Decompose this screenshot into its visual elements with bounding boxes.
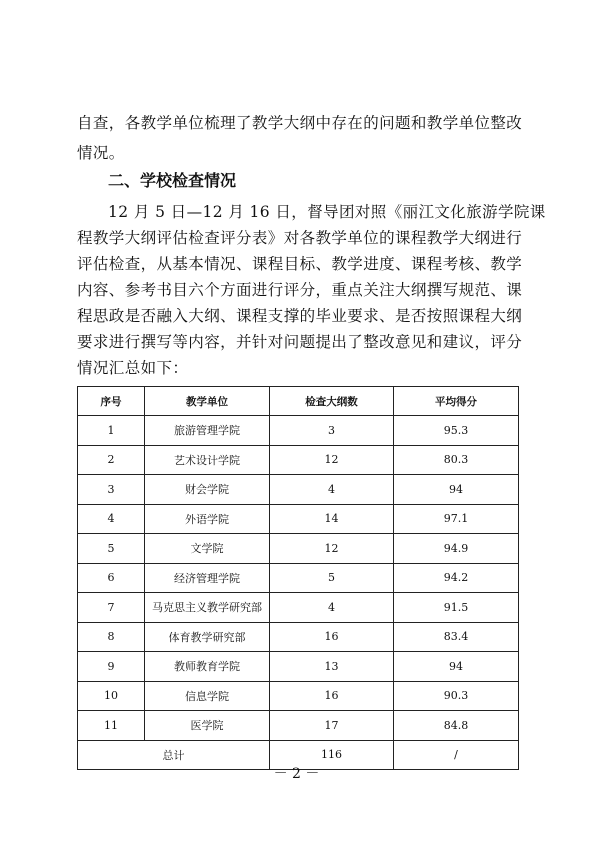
table-row bbox=[78, 652, 519, 682]
cell-count: 14 bbox=[270, 504, 394, 534]
page-number: － 2 － bbox=[273, 766, 320, 782]
cell-count: 13 bbox=[270, 652, 394, 682]
total-count: 116 bbox=[270, 740, 394, 770]
paragraph1-line-2: 情况。 bbox=[77, 144, 125, 162]
cell-avg: 90.3 bbox=[394, 681, 519, 711]
cell-avg: 91.5 bbox=[394, 593, 519, 623]
cell-count: 16 bbox=[270, 681, 394, 711]
cell-index: 7 bbox=[78, 593, 145, 623]
cell-count: 17 bbox=[270, 711, 394, 741]
cell-index: 4 bbox=[78, 504, 145, 534]
cell-count: 12 bbox=[270, 534, 394, 564]
table-row bbox=[78, 593, 519, 623]
cell-index: 6 bbox=[78, 563, 145, 593]
paragraph2-line-7: 情况汇总如下： bbox=[77, 359, 189, 377]
cell-unit: 艺术设计学院 bbox=[145, 445, 270, 475]
cell-index: 11 bbox=[78, 711, 145, 741]
cell-index: 3 bbox=[78, 475, 145, 505]
cell-unit: 经济管理学院 bbox=[145, 563, 270, 593]
cell-index: 5 bbox=[78, 534, 145, 564]
table-row bbox=[78, 563, 519, 593]
cell-avg: 80.3 bbox=[394, 445, 519, 475]
cell-unit: 体育教学研究部 bbox=[145, 622, 270, 652]
cell-avg: 94 bbox=[394, 475, 519, 505]
paragraph2-line-3: 评估检查，从基本情况、课程目标、教学进度、课程考核、教学 bbox=[77, 255, 523, 273]
cell-avg: 94.9 bbox=[394, 534, 519, 564]
table-row bbox=[78, 622, 519, 652]
paragraph2-line-5: 程思政是否融入大纲、课程支撑的毕业要求、是否按照课程大纲 bbox=[77, 307, 523, 325]
cell-avg: 84.8 bbox=[394, 711, 519, 741]
cell-count: 16 bbox=[270, 622, 394, 652]
table-row bbox=[78, 475, 519, 505]
cell-unit: 旅游管理学院 bbox=[145, 416, 270, 446]
score-summary-table bbox=[77, 386, 519, 770]
paragraph1-line-1: 自查，各教学单位梳理了教学大纲中存在的问题和教学单位整改 bbox=[77, 114, 523, 132]
paragraph2-line-4: 内容、参考书目六个方面进行评分，重点关注大纲撰写规范、课 bbox=[77, 281, 523, 299]
cell-avg: 95.3 bbox=[394, 416, 519, 446]
cell-index: 2 bbox=[78, 445, 145, 475]
cell-index: 1 bbox=[78, 416, 145, 446]
table-row bbox=[78, 681, 519, 711]
table-row bbox=[78, 504, 519, 534]
cell-avg: 94 bbox=[394, 652, 519, 682]
table-header-row bbox=[78, 387, 519, 416]
cell-avg: 97.1 bbox=[394, 504, 519, 534]
cell-index: 10 bbox=[78, 681, 145, 711]
cell-index: 8 bbox=[78, 622, 145, 652]
section-heading: 二、学校检查情况 bbox=[108, 171, 237, 190]
header-count: 检查大纲数 bbox=[270, 387, 394, 416]
cell-count: 4 bbox=[270, 475, 394, 505]
paragraph2-line-6: 要求进行撰写等内容，并针对问题提出了整改意见和建议，评分 bbox=[77, 333, 523, 351]
cell-count: 12 bbox=[270, 445, 394, 475]
paragraph2-line-1: 12 月 5 日—12 月 16 日，督导团对照《丽江文化旅游学院课 bbox=[108, 203, 546, 221]
table-row bbox=[78, 534, 519, 564]
cell-unit: 外语学院 bbox=[145, 504, 270, 534]
paragraph2-line-2: 程教学大纲评估检查评分表》对各教学单位的课程教学大纲进行 bbox=[77, 229, 523, 247]
cell-count: 3 bbox=[270, 416, 394, 446]
cell-unit: 信息学院 bbox=[145, 681, 270, 711]
cell-index: 9 bbox=[78, 652, 145, 682]
cell-unit: 马克思主义教学研究部 bbox=[145, 593, 270, 623]
header-avg-score: 平均得分 bbox=[394, 387, 519, 416]
header-unit: 教学单位 bbox=[145, 387, 270, 416]
cell-unit: 教师教育学院 bbox=[145, 652, 270, 682]
cell-unit: 医学院 bbox=[145, 711, 270, 741]
table-row bbox=[78, 445, 519, 475]
table-row bbox=[78, 711, 519, 741]
table-row bbox=[78, 416, 519, 446]
cell-avg: 94.2 bbox=[394, 563, 519, 593]
cell-count: 5 bbox=[270, 563, 394, 593]
cell-avg: 83.4 bbox=[394, 622, 519, 652]
total-label: 总计 bbox=[78, 740, 270, 770]
header-index: 序号 bbox=[78, 387, 145, 416]
cell-unit: 文学院 bbox=[145, 534, 270, 564]
total-avg: / bbox=[394, 740, 519, 770]
cell-count: 4 bbox=[270, 593, 394, 623]
cell-unit: 财会学院 bbox=[145, 475, 270, 505]
